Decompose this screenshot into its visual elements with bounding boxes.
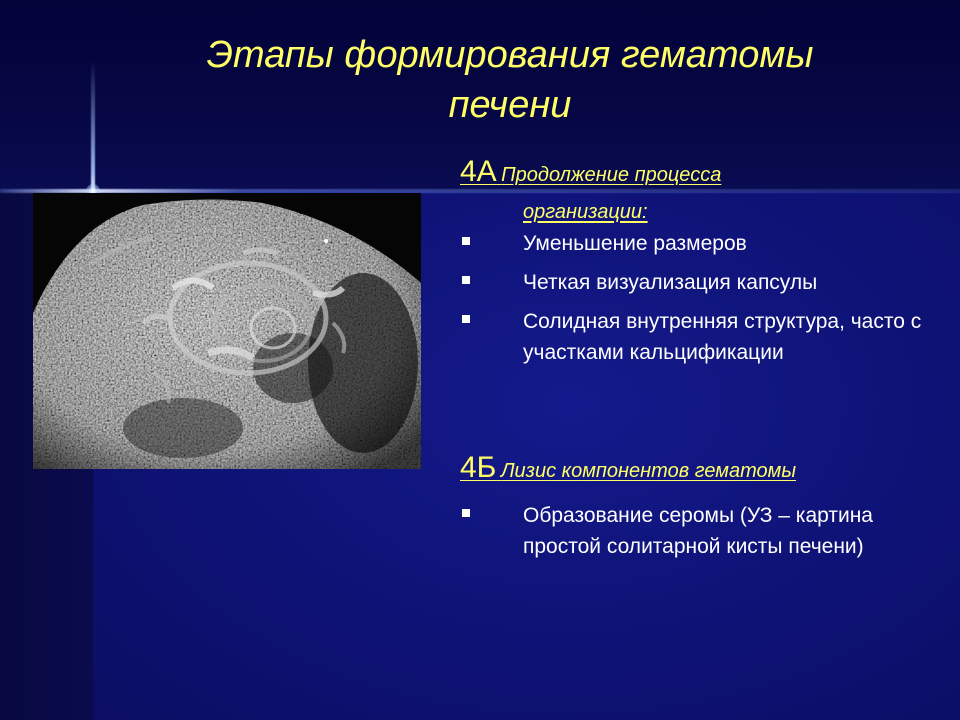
ultrasound-image xyxy=(33,193,421,469)
slide-title: Этапы формирования гематомы печени xyxy=(206,34,814,126)
section-4a-code: 4А xyxy=(460,155,497,188)
section-4b-bullet-list xyxy=(460,500,930,562)
square-bullet-icon xyxy=(462,315,470,323)
section-4b-code: 4Б xyxy=(460,451,497,484)
list-item xyxy=(460,306,930,368)
section-4b-heading xyxy=(460,446,930,495)
bullet-text: Четкая визуализация капсулы xyxy=(523,271,818,294)
bullet-text: Уменьшение размеров xyxy=(523,232,747,255)
section-4a-heading-line1: Продолжение процесса xyxy=(501,164,722,186)
bullet-text: Образование серомы (УЗ – картина простой солитарной кисты печени) xyxy=(523,504,873,558)
list-item xyxy=(460,500,930,562)
square-bullet-icon xyxy=(462,237,470,245)
list-item xyxy=(460,228,930,259)
decorative-glow-line-vertical xyxy=(91,60,95,200)
section-4b-heading-text: Лизис компонентов гематомы xyxy=(500,460,797,482)
square-bullet-icon xyxy=(462,276,470,284)
section-4a-bullet-list xyxy=(460,228,930,376)
square-bullet-icon xyxy=(462,509,470,517)
bullet-text: Солидная внутренняя структура, часто с участками кальцификации xyxy=(523,310,922,364)
section-4a-heading xyxy=(460,150,930,225)
section-4a-heading-line2: организации: xyxy=(523,201,648,223)
list-item xyxy=(460,267,930,298)
